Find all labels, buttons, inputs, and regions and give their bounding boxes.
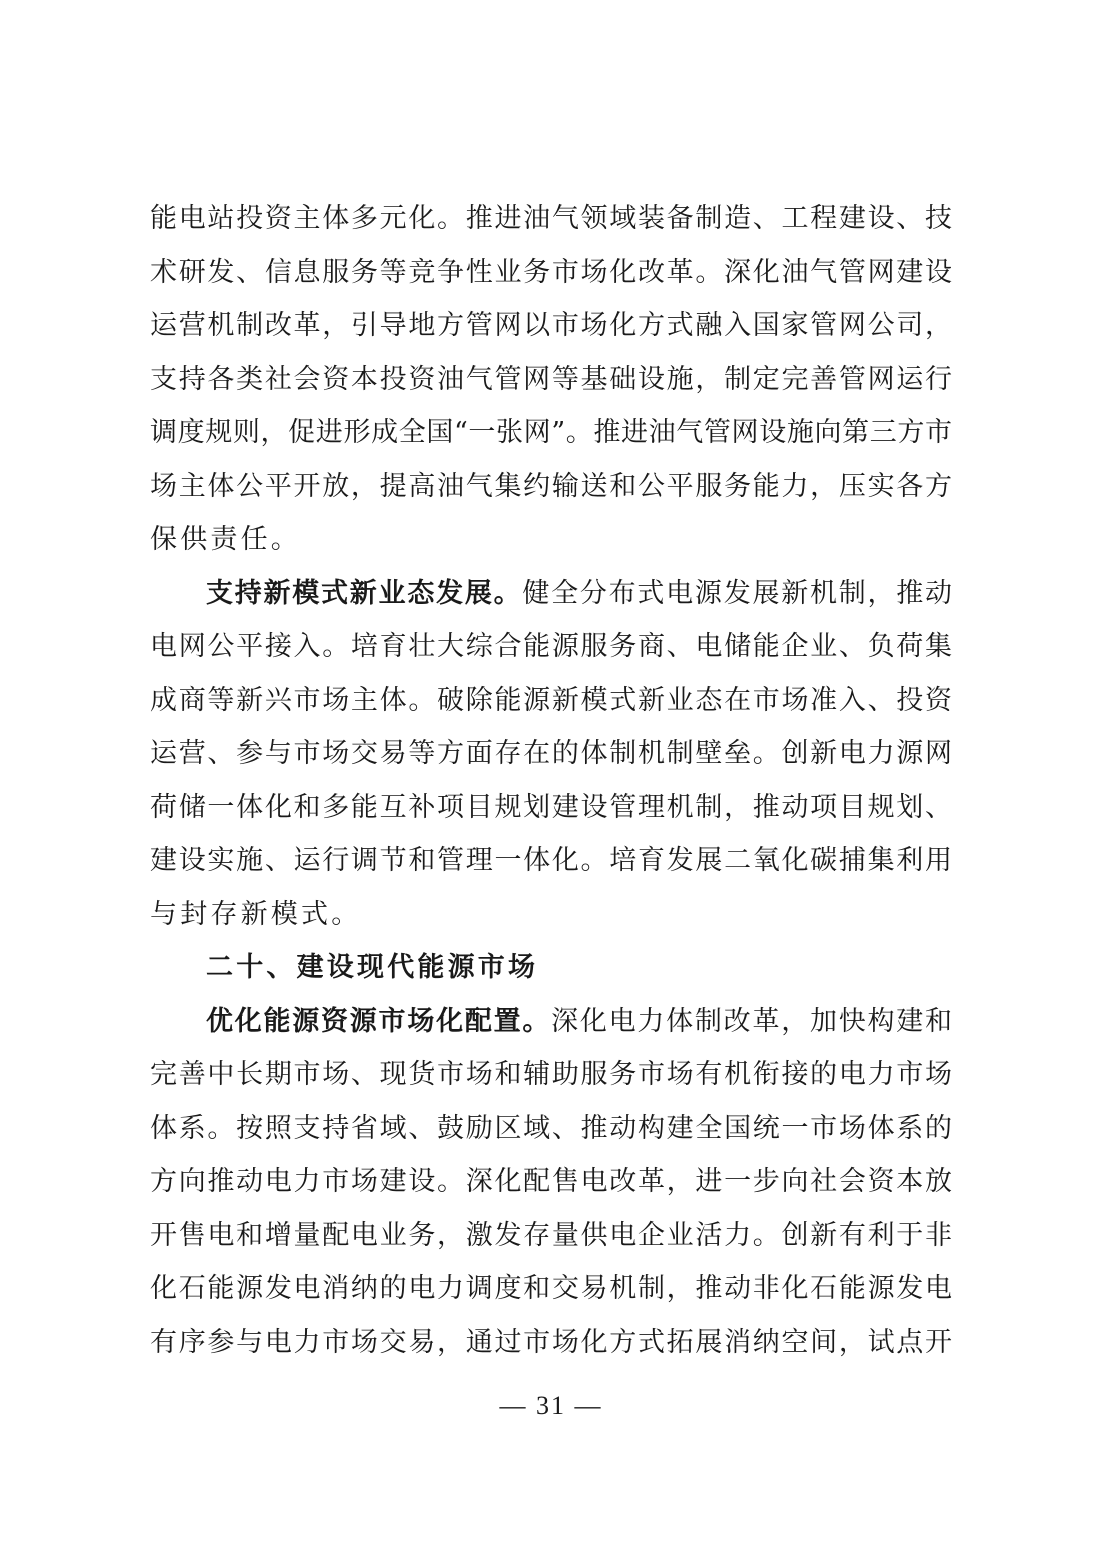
text-line: 开售电和增量配电业务，激发存量供电企业活力。创新有利于非 [150, 1219, 952, 1251]
paragraph-lead: 支持新模式新业态发展。 [206, 577, 523, 609]
paragraph-first-line [150, 995, 952, 1049]
text-line: 保供责任。 [150, 524, 301, 555]
text-line: 成商等新兴市场主体。破除能源新模式新业态在市场准入、投资 [150, 684, 952, 716]
text-line: 调度规则，促进形成全国“一张网”。推进油气管网设施向第三方市 [150, 417, 952, 448]
text-line: 场主体公平开放，提高油气集约输送和公平服务能力，压实各方 [150, 470, 952, 502]
text-line: 运营、参与市场交易等方面存在的体制机制壁垒。创新电力源网 [150, 738, 952, 769]
page-number: — 31 — [499, 1391, 603, 1420]
paragraph-text: 健全分布式电源发展新机制，推动 [522, 577, 952, 609]
text-line: 方向推动电力市场建设。深化配售电改革，进一步向社会资本放 [150, 1166, 952, 1197]
text-line: 有序参与电力市场交易，通过市场化方式拓展消纳空间，试点开 [150, 1326, 952, 1358]
text-line: 与封存新模式。 [150, 898, 362, 930]
paragraph-text: 深化电力体制改革，加快构建和 [551, 1005, 952, 1037]
paragraph-lead: 优化能源资源市场化配置。 [206, 1005, 552, 1037]
text-line: 术研发、信息服务等竞争性业务市场化改革。深化油气管网建设 [150, 256, 952, 288]
text-line: 支持各类社会资本投资油气管网等基础设施，制定完善管网运行 [150, 363, 952, 395]
text-line: 完善中长期市场、现货市场和辅助服务市场有机衔接的电力市场 [150, 1059, 952, 1090]
text-line: 体系。按照支持省域、鼓励区域、推动构建全国统一市场体系的 [150, 1112, 952, 1144]
body-text [150, 192, 952, 1369]
paragraph-first-line [150, 567, 952, 621]
text-line: 荷储一体化和多能互补项目规划建设管理机制，推动项目规划、 [150, 791, 952, 823]
text-line: 能电站投资主体多元化。推进油气领域装备制造、工程建设、技 [150, 203, 952, 234]
text-line: 电网公平接入。培育壮大综合能源服务商、电储能企业、负荷集 [150, 631, 952, 662]
section-heading: 二十、建设现代能源市场 [206, 952, 539, 983]
text-line: 建设实施、运行调节和管理一体化。培育发展二氧化碳捕集利用 [150, 845, 952, 876]
text-line: 运营机制改革，引导地方管网以市场化方式融入国家管网公司， [150, 310, 952, 341]
text-line: 化石能源发电消纳的电力调度和交易机制，推动非化石能源发电 [150, 1273, 952, 1304]
